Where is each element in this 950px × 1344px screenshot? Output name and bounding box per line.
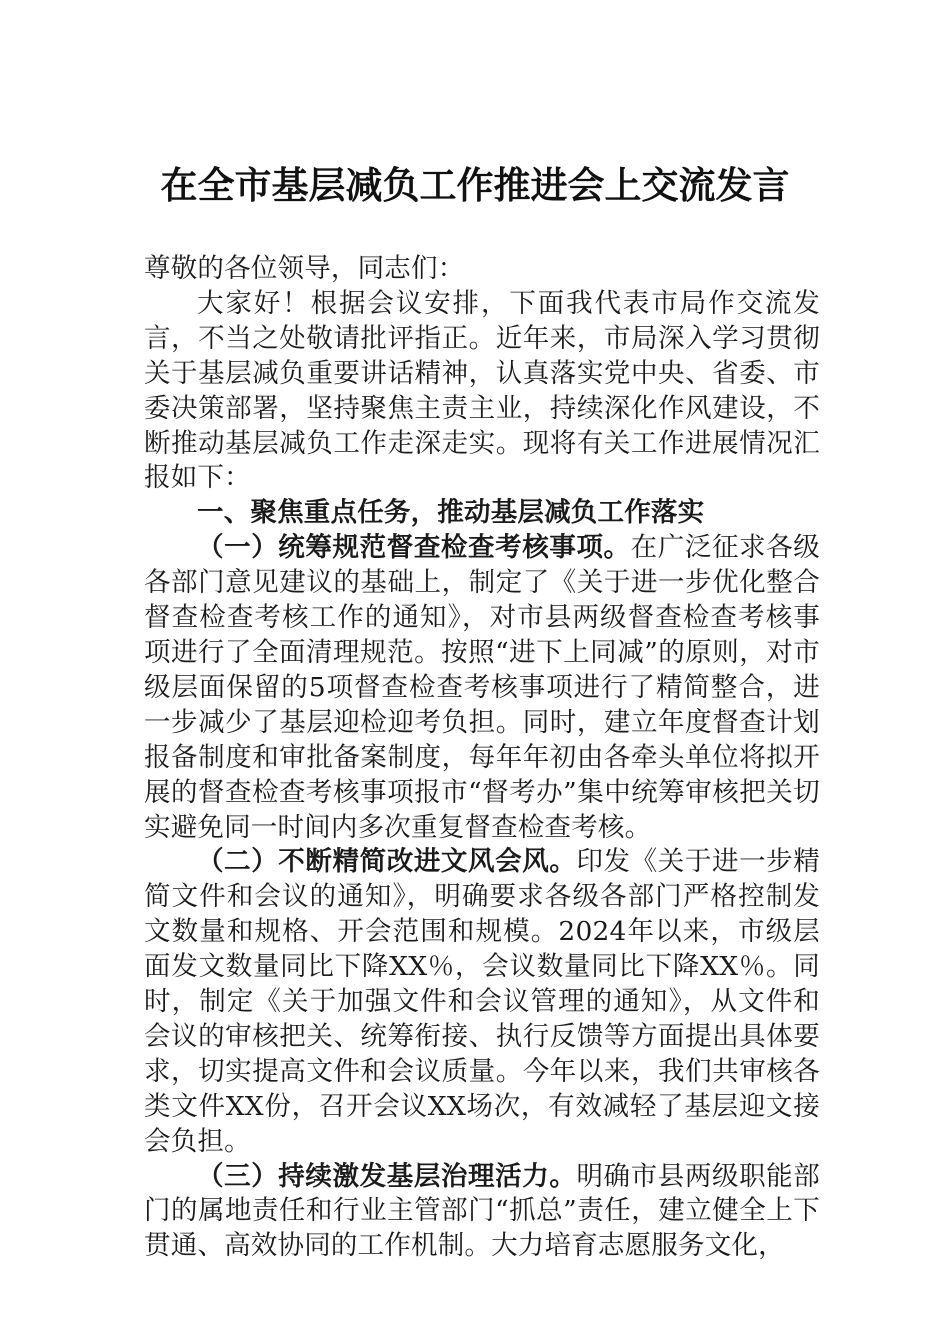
paragraph-item-2 <box>144 845 820 1159</box>
paragraph-item-1 <box>144 531 820 845</box>
document-title: 在全市基层减负工作推进会上交流发言 <box>160 164 790 207</box>
item-3-text: 明确市县两级职能部门的属地责任和行业主管部门“抓总”责任，建立健全上下贯通、高效协同的工作机制。大力培育志愿服务文化， <box>144 1160 820 1262</box>
item-1-lead: （一）统筹规范督查检查考核事项。 <box>197 532 631 564</box>
paragraph-item-3 <box>144 1160 820 1265</box>
salutation: 尊敬的各位领导，同志们： <box>144 253 465 284</box>
intro-paragraph: 大家好！根据会议安排，下面我代表市局作交流发言，不当之处敬请批评指正。近年来，市局深入学习贯彻关于基层减负重要讲话精神，认真落实党中央、省委、市委决策部署，坚持聚焦主责主业，持续深化作风建设，不断推动基层减负工作走深走实。现将有关工作进展情况汇报如下： <box>144 287 820 494</box>
item-2-lead: （二）不断精简改进文风会风。 <box>197 846 577 878</box>
section-heading-1: 一、聚焦重点任务，推动基层减负工作落实 <box>197 497 705 529</box>
document-body <box>144 252 820 1264</box>
item-2-text: 印发《关于进一步精简文件和会议的通知》，明确要求各级各部门严格控制发文数量和规格、开会范围和规模。2024年以来，市级层面发文数量同比下降XX％，会议数量同比下降XX％。同时，制定《关于加强文件和会议管理的通知》，从文件和会议的审核把关、统筹衔接、执行反馈等方面提出具体要求，切实提高文件和会议质量。今年以来，我们共审核各类文件XX份，召开会议XX场次，有效减轻了基层迎文接会负担。 <box>144 846 820 1157</box>
item-1-text: 在广泛征求各级各部门意见建议的基础上，制定了《关于进一步优化整合督查检查考核工作的通知》，对市县两级督查检查考核事项进行了全面清理规范。按照“进下上同减”的原则，对市级层面保留的5项督查检查考核事项进行了精简整合，进一步减少了基层迎检迎考负担。同时，建立年度督查计划报备制度和审批备案制度，每年年初由各牵头单位将拟开展的督查检查考核事项报市“督考办”集中统筹审核把关切实避免同一时间内多次重复督查检查考核。 <box>144 532 820 843</box>
item-3-lead: （三）持续激发基层治理活力。 <box>197 1160 577 1192</box>
